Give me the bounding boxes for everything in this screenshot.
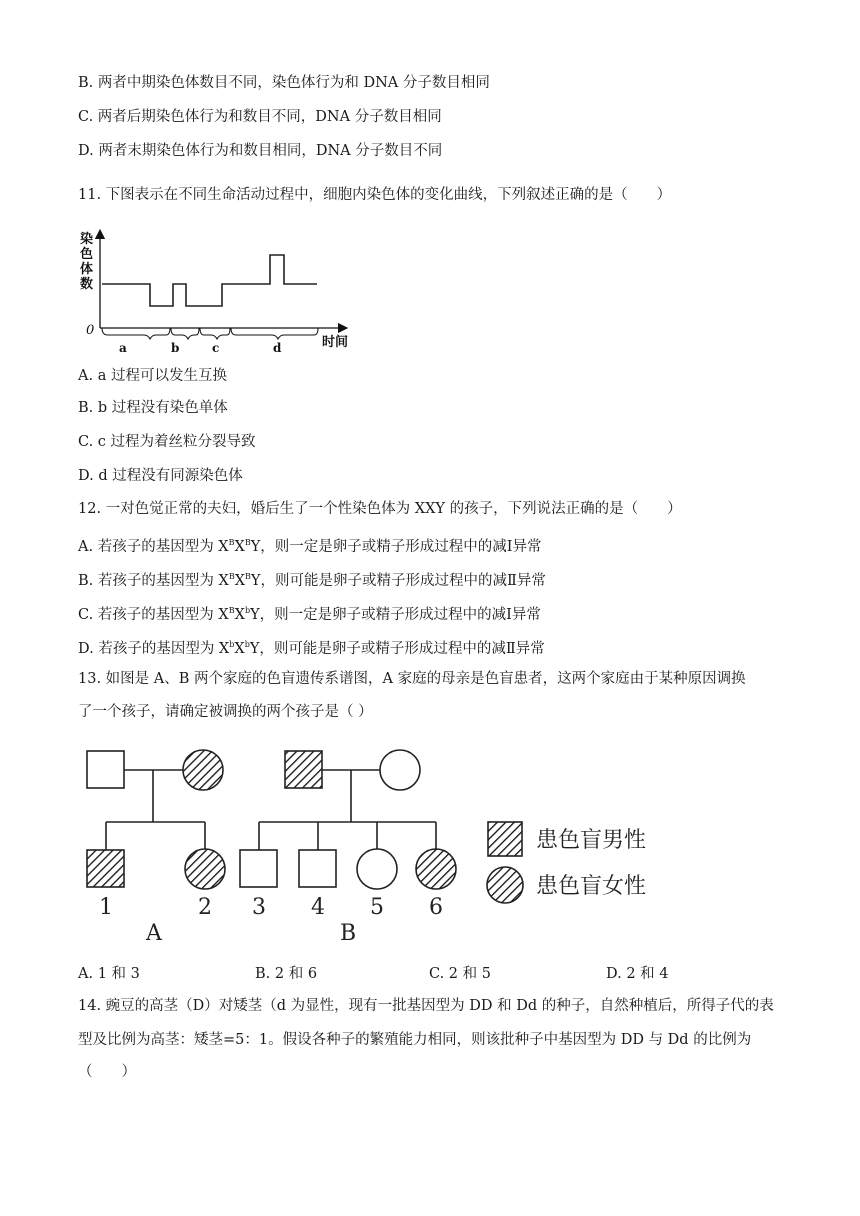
q11-x-axis-label: 时间 [322,335,349,350]
q13-options [78,962,778,982]
pedigree-number-5: 5 [370,895,384,920]
q11-ylabel-char-1: 染 [80,232,94,247]
q12-option-c [78,601,541,625]
family-a-father [87,751,124,788]
q12-option-a-text-2: X [234,539,245,555]
q14-line-1: 14. 豌豆的高茎（D）对矮茎（d 为显性，现有一批基因型为 DD 和 Dd 的种子，自然种植后，所得子代的表 [78,998,774,1014]
q10-option-b: B. 两者中期染色体数目不同，染色体行为和 DNA 分子数目相同 [78,75,490,91]
q10-option-d: D. 两者末期染色体行为和数目相同，DNA 分子数目不同 [78,143,443,159]
family-b-child-6-colorblind-female [416,849,456,889]
q11-segment-a: a [119,341,127,355]
q12-option-c-allele-1: B [228,606,235,615]
q11-brace-b [171,328,199,339]
q13-option-a: A. 1 和 3 [78,966,140,982]
q12-option-d-text-1: D. 若孩子的基因型为 X [78,641,230,657]
family-a-label: A [146,921,162,945]
q11-brace-a [102,328,170,339]
q12-option-b-text-3: Y，则可能是卵子或精子形成过程中的减Ⅱ异常 [250,573,546,589]
family-b-child-5-female [357,849,397,889]
family-b-child-3-male [240,850,277,887]
q12-stem: 12. 一对色觉正常的夫妇，婚后生了一个性染色体为 XXY 的孩子，下列说法正确的是（ ） [78,501,682,517]
q12-option-a-text-1: A. 若孩子的基因型为 X [78,539,229,555]
q12-option-d-text-2: X [234,641,245,657]
q12-option-c-text-2: X [234,607,245,623]
legend-male-label: 患色盲男性 [536,828,647,853]
family-b-father-colorblind [285,751,322,788]
q13-option-b: B. 2 和 6 [255,966,318,982]
q13-option-c: C. 2 和 5 [429,966,491,982]
q12-option-c-text-1: C. 若孩子的基因型为 X [78,607,229,623]
q11-brace-c [200,328,230,339]
q12-option-d-allele-2: b [244,640,250,649]
legend-male-symbol [488,822,522,856]
pedigree-number-6: 6 [429,895,443,920]
family-a-child-1-colorblind-male [87,850,124,887]
family-b-mother [380,750,420,790]
pedigree-number-2: 2 [198,895,212,920]
q13-stem-line-1: 13. 如图是 A、B 两个家庭的色盲遗传系谱图，A 家庭的母亲是色盲患者，这两个家庭由于某种原因调换 [78,671,746,687]
q12-option-b-allele-1: B [228,572,235,581]
q11-origin-label: 0 [86,323,95,338]
q13-option-d: D. 2 和 4 [606,966,669,982]
q14-line-2: 型及比例为高茎：矮茎=5：1。假设各种子的繁殖能力相同，则该批种子中基因型为 DD 与 Dd 的比例为 [78,1032,752,1048]
family-b-child-4-male [299,850,336,887]
q13-stem-line-2: 了一个孩子，请确定被调换的两个孩子是（ ） [78,704,373,720]
q11-option-b: B. b 过程没有染色单体 [78,400,228,416]
q12-option-b [78,567,546,591]
pedigree-number-1: 1 [99,895,113,920]
family-a-child-2-colorblind-female [185,849,225,889]
q11-brace-d [231,328,318,339]
q12-option-a [78,533,542,557]
q12-option-c-allele-2: b [244,606,251,615]
q11-ylabel-char-4: 数 [80,277,94,292]
q11-chromosome-curve [102,255,317,306]
q11-ylabel-char-2: 色 [80,247,94,262]
q11-y-axis-label [80,231,93,292]
q12-option-d [78,635,545,659]
q12-option-d-text-3: Y，则可能是卵子或精子形成过程中的减Ⅱ异常 [249,641,545,657]
q12-option-a-allele-2: B [244,538,251,547]
q11-segment-b: b [171,341,180,355]
q12-option-b-allele-2: B [245,572,251,581]
q11-ylabel-char-3: 体 [80,262,94,277]
q11-option-d: D. d 过程没有同源染色体 [78,468,243,484]
q12-option-a-allele-1: B [228,538,235,547]
family-b-label: B [340,921,357,945]
legend-female-symbol [487,867,523,903]
q10-option-c: C. 两者后期染色体行为和数目不同，DNA 分子数目相同 [78,109,442,125]
q11-option-c: C. c 过程为着丝粒分裂导致 [78,434,256,450]
q13-pedigree-figure [78,740,688,945]
q11-chromosome-chart [78,226,368,358]
legend-female-label: 患色盲女性 [536,874,647,899]
q14-line-3: （ ） [78,1064,136,1080]
pedigree-number-3: 3 [252,895,266,920]
q11-segment-c: c [212,341,220,355]
q12-option-d-allele-1: b [229,640,235,649]
family-a-mother-colorblind [183,750,223,790]
q11-stem: 11. 下图表示在不同生命活动过程中，细胞内染色体的变化曲线，下列叙述正确的是（ ） [78,187,672,203]
q12-option-c-text-3: Y，则一定是卵子或精子形成过程中的减Ⅰ异常 [250,607,541,623]
q12-option-b-text-2: X [234,573,246,589]
q12-option-b-text-1: B. 若孩子的基因型为 X [78,573,229,589]
q12-option-a-text-3: Y，则一定是卵子或精子形成过程中的减Ⅰ异常 [250,539,542,555]
q11-option-a: A. a 过程可以发生互换 [78,368,227,384]
pedigree-number-4: 4 [311,895,325,920]
q11-segment-d: d [273,341,282,355]
